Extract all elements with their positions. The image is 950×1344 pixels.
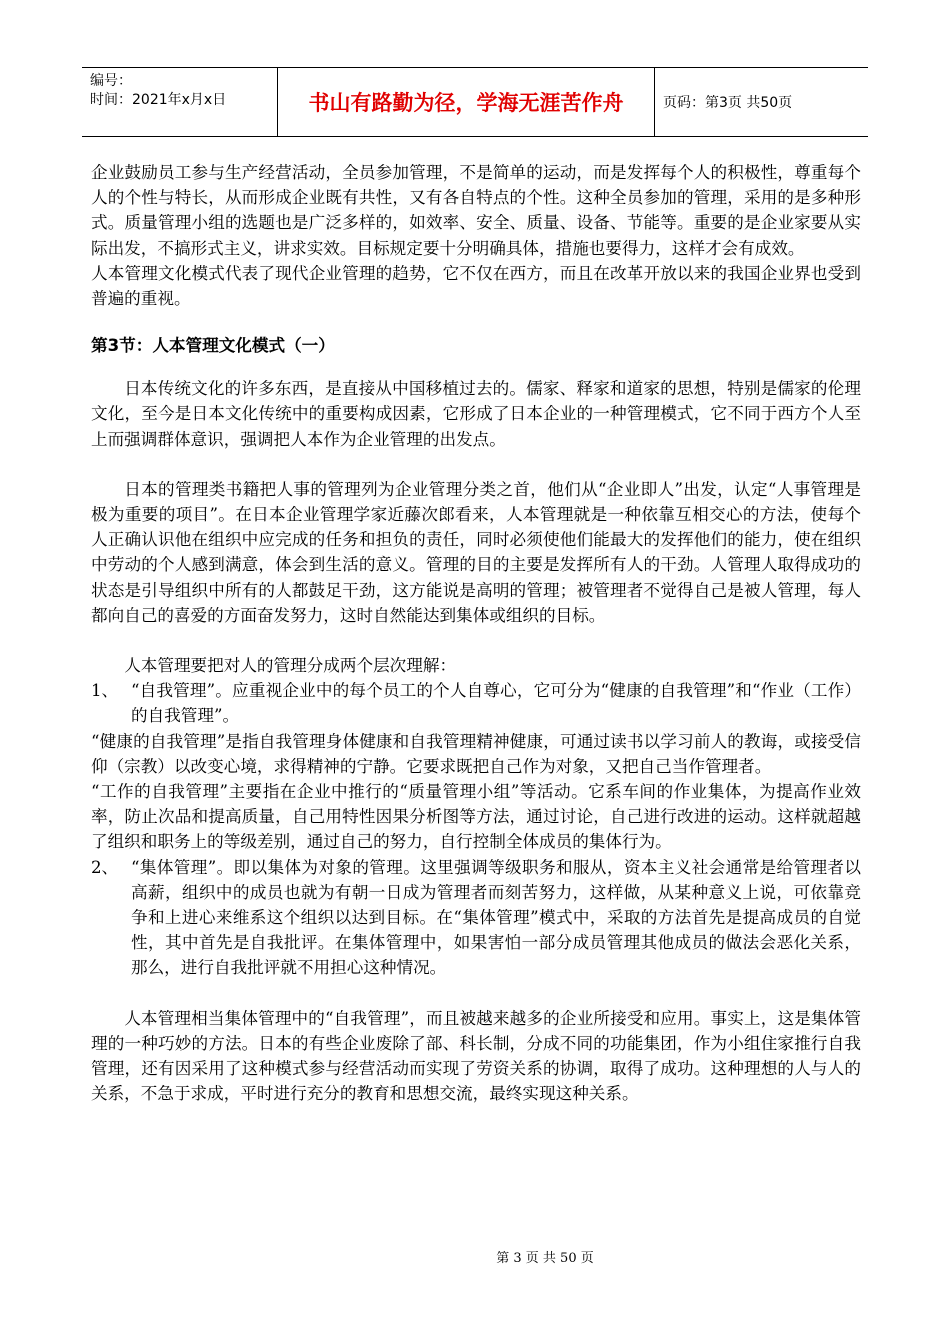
paragraph: 人本管理相当集体管理中的“自我管理”，而且被越来越多的企业所接受和应用。事实上，这是集体管理的一种巧妙的方法。日本的有些企业废除了部、科长制，分成不同的功能集团，作为小组住家推行自我管理，还有因采用了这种模式参与经营活动而实现了劳资关系的协调，取得了成功。这种理想的人与人的关系，不急于求成，平时进行充分的教育和思想交流，最终实现这种关系。 xyxy=(91,1008,861,1104)
header-motto: 书山有路勤为径，学海无涯苦作舟 xyxy=(278,68,655,136)
header-page-label: 页码：第3页 共50页 xyxy=(663,95,793,111)
paragraph: 企业鼓励员工参与生产经营活动，全员参加管理，不是简单的运动，而是发挥每个人的积极性，尊重每个人的个性与特长，从而形成企业既有共性，又有各自特点的个性。这种全员参加的管理，采用的是多种形式。质量管理小组的选题也是广泛多样的，如效率、安全、质量、设备、节能等。重要的是企业家要从实际出发，不搞形式主义，讲求实效。目标规定要十分明确具体，措施也要得力，这样才会有成效。 xyxy=(91,163,861,258)
paragraph: 日本传统文化的许多东西，是直接从中国移植过去的。儒家、释家和道家的思想，特别是儒家的伦理文化，至今是日本文化传统中的重要构成因素，它形成了日本企业的一种管理模式，它不同于西方个人至上而强调群体意识，强调把人本作为企业管理的出发点。 xyxy=(91,379,861,449)
list-item-number: 2、 xyxy=(91,857,119,877)
header-meta xyxy=(82,68,278,136)
page-footer: 第 3 页 共 50 页 xyxy=(496,1251,594,1266)
list-item-text: “集体管理”。即以集体为对象的管理。这里强调等级职务和服从，资本主义社会通常是给管理者以高薪，组织中的成员也就为有朝一日成为管理者而刻苦努力，这样做，从某种意义上说，可依靠竞争和上进心来维系这个组织以达到目标。在“集体管理”模式中，采取的方法首先是提高成员的自觉性，其中首先是自我批评。在集体管理中，如果害怕一部分成员管理其他成员的做法会恶化关系，那么，进行自我批评就不用担心这种情况。 xyxy=(131,857,861,978)
paragraph: 人本管理文化模式代表了现代企业管理的趋势，它不仅在西方，而且在改革开放以来的我国企业界也受到普遍的重视。 xyxy=(91,263,861,309)
paragraph: “健康的自我管理”是指自我管理身体健康和自我管理精神健康，可通过读书以学习前人的教诲，或接受信仰（宗教）以改变心境，求得精神的宁静。它要求既把自己作为对象，又把自己当作管理者。 xyxy=(91,731,861,776)
page-header xyxy=(82,67,868,137)
section-title: 第3节：人本管理文化模式（一） xyxy=(91,336,335,356)
document-body xyxy=(91,160,861,1107)
document-number-label: 编号： xyxy=(90,73,132,89)
paragraph: “工作的自我管理”主要指在企业中推行的“质量管理小组”等活动。它系车间的作业集体，为提高作业效率，防止次品和提高质量，自己用特性因果分析图等方法，通过讨论，自己进行改进的运动。这样就超越了组织和职务上的等级差别，通过自己的努力，自行控制全体成员的集体行为。 xyxy=(91,782,861,852)
paragraph: 人本管理要把对人的管理分成两个层次理解： xyxy=(124,656,457,676)
paragraph: 日本的管理类书籍把人事的管理列为企业管理分类之首，他们从“企业即人”出发，认定“人事管理是极为重要的项目”。在日本企业管理学家近藤次郎看来，人本管理就是一种依靠互相交心的方法，使每个人正确认识他在组织中应完成的任务和担负的责任，同时必须使他们能最大的发挥他们的能力，使在组织中劳动的个人感到满意，体会到生活的意义。管理的目的主要是发挥所有人的干劲。人管理人取得成功的状态是引导组织中所有的人都鼓足干劲，这方能说是高明的管理；被管理者不觉得自己是被人管理，每人都向自己的喜爱的方面奋发努力，这时自然能达到集体或组织的目标。 xyxy=(91,479,861,625)
list-item xyxy=(91,855,861,981)
document-date-label: 时间：2021年x月x日 xyxy=(90,92,227,108)
list-item-text: “自我管理”。应重视企业中的每个员工的个人自尊心，它可分为“健康的自我管理”和“作业（工作）的自我管理”。 xyxy=(131,681,861,726)
list-item-number: 1、 xyxy=(91,681,119,701)
list-item xyxy=(91,678,861,728)
